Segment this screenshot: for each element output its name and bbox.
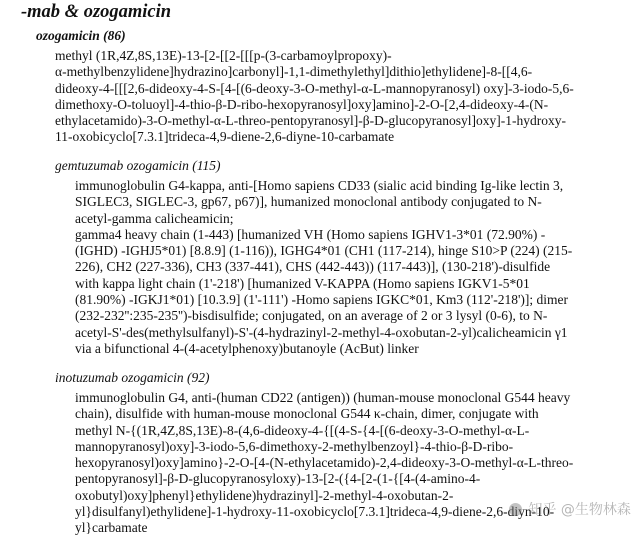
- body-line: dideoxy-4-[[[2,6-dideoxy-4-S-[4-[(6-deoxy-3-O-methyl-α-L-mannopyranosyl) oxy]-3-iodo-5,6-: [55, 80, 574, 96]
- body-line: ethylacetamido)-3-O-methyl-α-L-threo-pentopyranosyl]-β-D-glucopyranosyl]oxy]-1-hydroxy-: [55, 113, 567, 129]
- body-line: yl}carbamate: [75, 520, 148, 536]
- entry-body-ozogamicin: [55, 48, 574, 146]
- body-line: oxobutyl)oxy]phenyl}ethylidene)hydrazinyl]-2-methyl-4-oxobutan-2-: [75, 487, 454, 503]
- entry-title-gemtuzumab: gemtuzumab ozogamicin (115): [55, 158, 221, 173]
- entry-title-ozogamicin: ozogamicin (86): [36, 28, 126, 43]
- body-line: mannopyranosyl)oxy]-3-iodo-5,6-dimethoxy-2-methylbenzoyl}-4-thio-β-D-ribo-: [75, 438, 514, 454]
- body-line: 11-oxobicyclo[7.3.1]trideca-4,9-diene-2,6-diyne-10-carbamate: [55, 129, 395, 145]
- body-line: immunoglobulin G4, anti-(human CD22 (antigen)) (human-mouse monoclonal G544 heavy: [75, 390, 571, 405]
- body-line: yl}disulfanyl)ethylidene]-1-hydroxy-11-oxobicyclo[7.3.1]trideca-4,9-diene-2,6-diyn-10-: [75, 504, 555, 520]
- watermark: [505, 499, 631, 519]
- entry-body-gemtuzumab: [75, 178, 572, 357]
- body-line: via a bifunctional 4-(4-acetylphenoxy)butanoyle (AcBut) linker: [75, 340, 419, 356]
- body-line: (81.90%) -IGKJ1*01) [10.3.9] (1'-111') -Homo sapiens IGKC*01, Km3 (112'-218')]; dimer: [75, 292, 569, 308]
- body-line: with kappa light chain (1'-218') [humanized V-KAPPA (Homo sapiens IGKV1-5*01: [75, 275, 530, 291]
- zhihu-logo-icon: [509, 503, 522, 516]
- entry-title-inotuzumab: inotuzumab ozogamicin (92): [55, 370, 210, 385]
- body-line: methyl N-{(1R,4Z,8S,13E)-8-(4,6-dideoxy-4-{[(4-S-{4-[(6-deoxy-3-O-methyl-α-L-: [75, 422, 530, 438]
- body-line: (232-232'':235-235'')-bisdisulfide; conjugated, on an average of 2 or 3 lysyl (0-6), to N-: [75, 308, 548, 324]
- body-line: (IGHD) -IGHJ5*01) [8.8.9] (1-116)), IGHG4*01 (CH1 (117-214), hinge S10>P (224) (215-: [75, 243, 573, 259]
- page-heading: -mab & ozogamicin: [21, 2, 172, 22]
- body-line: α-methylbenzylidene]hydrazino]carbonyl]-1,1-dimethylethyl]dithio]ethylidene]-8-[[4,6-: [55, 64, 533, 80]
- body-line: pentopyranosyl]-β-D-glucopyranosyloxy)-13-[2-({4-[2-(1-{[4-(4-amino-4-: [75, 471, 481, 487]
- body-line: acetyl-S'-des(methylsulfanyl)-S'-(4-hydrazinyl-2-methyl-4-oxobutan-2-yl)calicheamicin γ1: [75, 324, 568, 340]
- body-line: 226), CH2 (227-336), CH3 (337-441), CHS (442-443)) (117-443)], (130-218')-disulfide: [75, 259, 551, 275]
- body-line: dimethoxy-O-toluoyl]-4-thio-β-D-ribo-hexopyranosyl]oxy]amino]-2-O-[2,4-dideoxy-4-(N-: [55, 96, 549, 112]
- body-line: chain), disulfide with human-mouse monoclonal G544 κ-chain, dimer, conjugate with: [75, 406, 539, 422]
- body-line: hexopyranosyl)oxy]amino}-2-O-[4-(N-ethylacetamido)-2,4-dideoxy-3-O-methyl-α-L-threo-: [75, 455, 574, 471]
- body-line: SIGLEC3, SIGLEC-3, gp67, p67)], humanized monoclonal antibody conjugated to N-: [75, 194, 542, 210]
- entry-body-inotuzumab: [75, 390, 573, 537]
- body-line: acetyl-gamma calicheamicin;: [75, 210, 234, 226]
- body-line: immunoglobulin G4-kappa, anti-[Homo sapiens CD33 (sialic acid binding Ig-like lectin 3,: [75, 178, 564, 193]
- watermark-text: 知乎 @生物林森: [528, 502, 631, 518]
- body-line: methyl (1R,4Z,8S,13E)-13-[2-[[2-[[[p-(3-carbamoylpropoxy)-: [55, 48, 392, 63]
- body-line: gamma4 heavy chain (1-443) [humanized VH (Homo sapiens IGHV1-3*01 (72.90%) -: [75, 226, 546, 242]
